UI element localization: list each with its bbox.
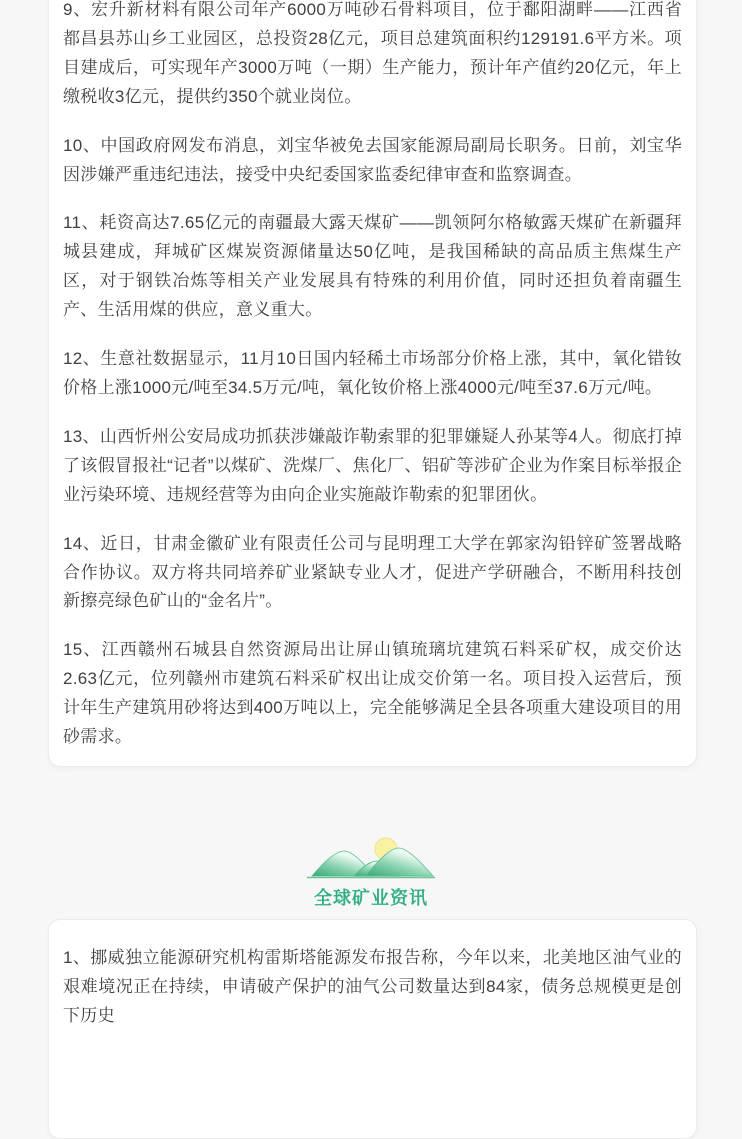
domestic-news-card: [48, 0, 697, 767]
news-item: 1、挪威独立能源研究机构雷斯塔能源发布报告称，今年以来，北美地区油气业的艰难境况正在持续，申请破产保护的油气公司数量达到84家，债务总规模更是创下历史: [63, 947, 682, 1025]
logo-title: 全球矿业资讯: [314, 887, 428, 908]
news-item: 10、中国政府网发布消息，刘宝华被免去国家能源局副局长职务。日前，刘宝华因涉嫌严重违纪违法，接受中央纪委国家监委纪律审查和监察调查。: [63, 135, 682, 184]
news-item: 13、山西忻州公安局成功抓获涉嫌敲诈勒索罪的犯罪嫌疑人孙某等4人。彻底打掉了该假冒报社“记者”以煤矿、洗煤厂、焦化厂、铝矿等涉矿企业为作案目标举报企业污染环境、违规经营等为由向企业实施敲诈勒索的犯罪团伙。: [63, 426, 682, 504]
news-item: 15、江西赣州石城县自然资源局出让屏山镇琉璃坑建筑石料采矿权，成交价达2.63亿元，位列赣州市建筑石料采矿权出让成交价第一名。项目投入运营后，预计年生产建筑用砂将达到400万吨以上，完全能够满足全县各项重大建设项目的用砂需求。: [63, 640, 682, 747]
site-logo: [0, 835, 742, 911]
news-item: 11、耗资高达7.65亿元的南疆最大露天煤矿——凯领阿尔格敏露天煤矿在新疆拜城县建成，拜城矿区煤炭资源储量达50亿吨，是我国稀缺的高品质主焦煤生产区，对于钢铁冶炼等相关产业发展具有特殊的利用价值，同时还担负着南疆生产、生活用煤的供应，意义重大。: [63, 213, 682, 320]
news-item: 9、宏升新材料有限公司年产6000万吨砂石骨料项目，位于鄱阳湖畔——江西省都昌县苏山乡工业园区，总投资28亿元，项目总建筑面积约129191.6平方米。项目建成后，可实现年产3000万吨（一期）生产能力，预计年产值约20亿元，年上缴税收3亿元，提供约350个就业岗位。: [63, 0, 682, 106]
mountains-sun-icon: [306, 835, 436, 879]
global-news-card: [48, 919, 697, 1139]
news-item: 14、近日，甘肃金徽矿业有限责任公司与昆明理工大学在郭家沟铅锌矿签署战略合作协议。双方将共同培养矿业紧缺专业人才，促进产学研融合，不断用科技创新擦亮绿色矿山的“金名片”。: [63, 533, 682, 611]
news-item: 12、生意社数据显示，11月10日国内轻稀土市场部分价格上涨，其中，氧化错钕价格上涨1000元/吨至34.5万元/吨，氧化钕价格上涨4000元/吨至37.6万元/吨。: [63, 349, 682, 397]
